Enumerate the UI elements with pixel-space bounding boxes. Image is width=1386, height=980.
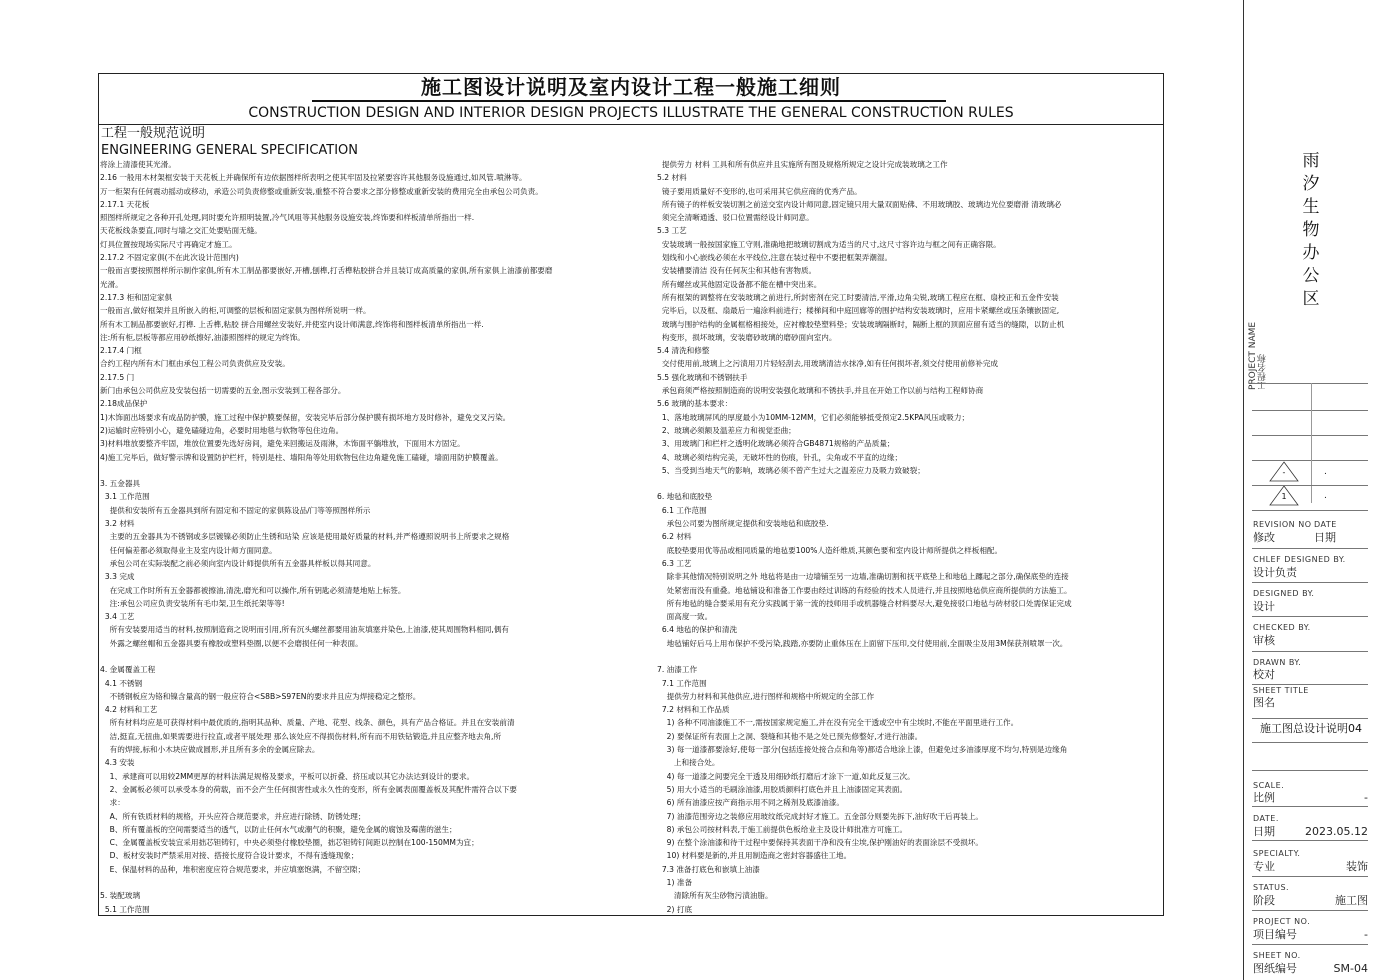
text-line: 新门由承包公司供应及安装包括一切需要的五金,图示安装到工程各部分。 bbox=[100, 386, 346, 396]
left-text-column bbox=[100, 158, 648, 916]
status-label: STATUS. bbox=[1253, 883, 1290, 892]
text-line: 须完全清晰通透、驳口位置需经设计师同意。 bbox=[657, 213, 814, 223]
sheet-no-label: SHEET NO. bbox=[1253, 951, 1301, 960]
text-line: 5.5 强化玻璃和不锈钢扶手 bbox=[657, 372, 748, 382]
text-line: 提供和安装所有五金器具到所有固定和不固定的家俱陈设品/门等等照图样所示 bbox=[100, 505, 371, 515]
sheet-title-label-cn: 图名 bbox=[1253, 696, 1275, 709]
text-line: 处紧密而没有重叠。地毡铺设和准备工作要由经过训练的有经验的技术人员进行,并且按照地毡供应商所提供的方法施工。 bbox=[657, 585, 1072, 595]
text-line: B、所有覆盖板的空间需要适当的透气，以防止任何水气或潮气的积聚，避免金属的腐蚀及霉菌的滋生； bbox=[100, 824, 457, 834]
text-line: 清除所有灰尘砂物污渍油脂。 bbox=[657, 891, 773, 901]
text-line: 洁,挺直,无扭曲,如果需要进行拉直,或者平展处理 那么该处应不得损伤材料,所有而不用铁钻锻造,并且应整齐地去角,所 bbox=[100, 731, 502, 741]
text-line: 底胶垫要用优等品或相同质量的地毡要100%人造纤维质,其颜色要和室内设计师所提供之样板相配。 bbox=[657, 545, 1003, 555]
text-line: 一般而言要按照图样所示制作家俱,所有木工制品都要嵌好,开槽,刨榫,打舌榫粘胶拼合并且装订成高质量的家俱,所有家俱上油漆前都要磨 bbox=[100, 266, 553, 276]
text-line: 合约工程内所有木门框由承包工程公司负责供应及安装。 bbox=[100, 359, 290, 369]
text-line: 承包商须严格按照制造商的说明安装强化玻璃和不锈扶手,并且在开始工作以前与结构工程师协商 bbox=[657, 386, 984, 396]
text-line: 2) 要保证所有表面上之洞、裂缝和其他不是之处已预先修整好,才进行油漆。 bbox=[657, 731, 923, 741]
title-block-rule bbox=[1252, 684, 1368, 685]
text-line: 所有材料均应是可获得材料中最优质的,指明其品种、质量、产地、花型、线条、颜色，具有产品合格证。并且在安装前清 bbox=[100, 718, 515, 728]
text-line: 所有安装要用适当的材料,按照制造商之说明而引用,所有沉头螺丝都要用油灰填塞并染色,上油漆,使其周围物料相同,偶有 bbox=[100, 625, 509, 635]
text-line: 安装槽要清洁 没有任何灰尘和其他有害物质。 bbox=[657, 266, 817, 276]
project-name-label bbox=[1248, 320, 1266, 390]
text-line: 2.17.4 门框 bbox=[100, 346, 142, 356]
text-line: 1) 各种不同油漆施工不一,需按国家规定施工,并在没有完全干透或空中有尘埃时,不能在平面里进行工作。 bbox=[657, 718, 1019, 728]
text-line: 1、落地玻璃屏风的厚度最小为10MM-12MM，它们必须能够抵受预定2.5KPA风压或吸力； bbox=[657, 412, 970, 422]
specialty-label: SPECIALTY. bbox=[1253, 849, 1301, 858]
revision-no-label-cn: 修改 bbox=[1253, 531, 1275, 544]
text-line: 求： bbox=[100, 798, 125, 808]
text-line: 2.17.2 不固定家俱(不在此次设计范围内) bbox=[100, 253, 239, 263]
title-block-rule bbox=[1252, 616, 1368, 617]
text-line: 5、当受到当地天气的影响，玻璃必须不曾产生过大之温差应力及吸力致破裂； bbox=[657, 465, 925, 475]
text-line: 除非其他情况特别说明之外 地毡将是由一边墙铺至另一边墙,准确切割和抚平底垫上和地毡上躔起之部分,确保底垫的连接 bbox=[657, 572, 1069, 582]
text-line: 所有框架的调整将在安装玻璃之前进行,所封密剂在完工时要清洁,平滑,边角尖锐,玻璃工程应在框、扇校正和五金件安装 bbox=[657, 292, 1059, 302]
text-line: 将涂上清漆使其光滑。 bbox=[100, 160, 176, 169]
section-heading-en: ENGINEERING GENERAL SPECIFICATION bbox=[101, 143, 359, 158]
issue-date-label: DATE. bbox=[1253, 814, 1279, 823]
text-line: 3.2 材料 bbox=[100, 519, 135, 529]
text-line: 6.4 地毡的保护和清洗 bbox=[657, 625, 738, 635]
title-block-rule bbox=[1252, 910, 1368, 911]
scale-label-cn: 比例 bbox=[1253, 791, 1275, 804]
text-line: 5.3 工艺 bbox=[657, 226, 687, 236]
text-line: 承包公司要为图所规定提供和安装地毡和底胶垫. bbox=[657, 519, 829, 529]
text-line: 4.2 材料和工艺 bbox=[100, 705, 158, 715]
text-line: 7.3 准备打底色和嵌填上油漆 bbox=[657, 864, 760, 874]
text-line bbox=[100, 876, 648, 889]
title-block-rule bbox=[1252, 840, 1368, 841]
text-line: 2.16 一般用木材架框安装于天花板上并确保所有边依据图样所表明之使其牢固及拉紧要容许其他服务设施通过,如风管.喷淋等。 bbox=[100, 173, 527, 183]
text-line bbox=[657, 650, 1157, 663]
text-line: 3) 每一道漆都要涂好,使每一部分(包括连接处接合点和角等)都适合地涂上漆，但避免过多油漆厚度不均匀,特别是边缘角 bbox=[657, 745, 1068, 755]
revision-no-label: REVISION NO bbox=[1253, 520, 1312, 529]
text-line: 5.6 玻璃的基本要求： bbox=[657, 399, 733, 409]
specialty-value: 装饰 bbox=[1346, 860, 1368, 873]
text-line: 注:承包公司应负责安装所有毛巾架,卫生纸托架等等! bbox=[100, 598, 285, 608]
text-line bbox=[100, 464, 648, 477]
designer-label: DESIGNED BY. bbox=[1253, 589, 1315, 598]
text-line: C、金属覆盖板安装宜采用拙芯钽铸钉，中央必须垫付橡胶垫圈，拙芯钽铸钉间距以控制在100-150MM为宜； bbox=[100, 838, 479, 848]
text-line: 6.2 材料 bbox=[657, 532, 692, 542]
text-line: 5.4 清洗和修整 bbox=[657, 346, 710, 356]
text-line: 地毡铺好后马上用布保护不受污染,践踏,亦要防止重体压在上面留下压印,交付使用前,全面吸尘及用3M保获剂喷罩一次。 bbox=[657, 638, 1068, 648]
text-line: 划线和小心嵌线必须在水平线位,注意在装过程中不要把框架弄潮湿。 bbox=[657, 253, 893, 263]
text-line: 9) 在整个涂油漆和待干过程中要保持其表面干净和没有尘埃,保护刚油好的表面涂层不受损坏。 bbox=[657, 838, 984, 848]
text-line: 7.1 工作范围 bbox=[657, 678, 707, 688]
text-line: 4.1 不锈钢 bbox=[100, 678, 143, 688]
text-line: 2、玻璃必须额及温差应力和视觉歪曲； bbox=[657, 425, 796, 435]
text-line: D、板材安装时严禁采用对接、搭接长度符合设计要求，不得有透缝现象； bbox=[100, 851, 359, 861]
text-line: 5.1 工作范围 bbox=[100, 904, 150, 914]
revision-number: - bbox=[1282, 468, 1286, 477]
drawn-by-label: DRAWN BY. bbox=[1253, 658, 1302, 667]
project-name: 雨汐生物办公区 bbox=[1302, 151, 1320, 309]
date-label: DATE bbox=[1314, 520, 1337, 529]
text-line: 6.3 工艺 bbox=[657, 558, 692, 568]
text-line: 万一柜架有任何震动摇动或移动，承造公司负责修整或重新安装,重整不符合要求之部分修整或重新安装的费用完全由承包公司负责。 bbox=[100, 186, 543, 196]
text-line: 不锈钢板应为铬和镍含量高的钢一般应符合<S8B>S97EN的要求并且应为焊接稳定之整形。 bbox=[100, 691, 421, 701]
text-line: 6.1 工作范围 bbox=[657, 505, 707, 515]
text-line: 所有木工制品都要嵌好,打榫. 上舌榫,粘胶 拼合用螺丝安装好,并使室内设计师满意,终饰将和图样板清单所指出一样. bbox=[100, 319, 484, 329]
title-block-rule bbox=[1252, 718, 1368, 719]
document-title-cn: 施工图设计说明及室内设计工程一般施工细则 bbox=[421, 75, 841, 99]
text-line: 1)木饰面出场要求有成品防护膜，施工过程中保护膜要保留，安装完毕后部分保护膜有损坏地方及时修补，避免交叉污染。 bbox=[100, 412, 511, 422]
text-line: 提供劳力 材料 工具和所有供应并且实施所有图及规格所规定之设计完成装玻璃之工作 bbox=[657, 160, 948, 169]
revision-number: 1 bbox=[1281, 492, 1287, 501]
text-line: 安装玻璃一般按国家施工守则,准确地把玻璃切割成为适当的尺寸,这尺寸容许边与框之间有正确容限。 bbox=[657, 239, 1001, 249]
text-line bbox=[657, 477, 1157, 490]
title-block-rule bbox=[1252, 742, 1368, 743]
drawn-by-label-cn: 校对 bbox=[1253, 668, 1275, 681]
text-line: 交付使用前,玻璃上之污渍用刀片轻轻刮去,用玻璃清洁水抹净,如有任何损坏者,须交付使用前修补完成 bbox=[657, 359, 999, 369]
text-line: 天花板线条要直,同时与墙之交汇处要贴面无缝。 bbox=[100, 226, 262, 236]
checker-label: CHECKED BY. bbox=[1253, 623, 1311, 632]
text-line: 2.17.5 门 bbox=[100, 372, 135, 382]
text-line: 照图样所规定之各种开孔处理,同时要允许照明装置,冷气风咀等其他服务设施安装,终饰要和样板清单所指出一样. bbox=[100, 213, 475, 223]
text-line: 2) 打底 bbox=[657, 904, 693, 914]
text-line: 7. 油漆工作 bbox=[657, 665, 698, 675]
status-label-cn: 阶段 bbox=[1253, 894, 1275, 907]
text-line: 4)施工完毕后，做好警示牌和设置防护栏杆，特别是柱、墙阳角等处用软物包住边角避免施工磕碰，墙面用防护膜覆盖。 bbox=[100, 452, 503, 462]
sheet-title-label: SHEET TITLE bbox=[1253, 686, 1309, 695]
text-line: 2.17.1 天花板 bbox=[100, 199, 150, 209]
title-divider bbox=[98, 124, 1164, 125]
title-block-rule bbox=[1252, 651, 1368, 652]
text-line: 提供劳力材料和其他供应,进行图样和规格中所规定的全部工作 bbox=[657, 691, 875, 701]
specialty-label-cn: 专业 bbox=[1253, 860, 1275, 873]
text-line: 1、承建商可以用较2MM更厚的材料法满足规格及要求，平板可以折叠、挤压或以其它办法达到设计的要求。 bbox=[100, 771, 475, 781]
text-line: 任何偏差都必须取得业主及室内设计师方面同意。 bbox=[100, 545, 277, 555]
text-line: 10) 材料要是新的,并且用制造商之密封容器盛往工地。 bbox=[657, 851, 852, 861]
text-line: 3)材料堆放要整齐牢固，堆放位置要先选好房间，避免来回搬运及雨淋，木饰面平躺堆放，下面用木方固定。 bbox=[100, 439, 465, 449]
text-line: 上和接合处。 bbox=[657, 758, 720, 768]
text-line: 4. 金属覆盖工程 bbox=[100, 665, 156, 675]
designer-label-cn: 设计 bbox=[1253, 600, 1275, 613]
text-line: 灯具位置按现场实际尺寸再确定才施工。 bbox=[100, 239, 237, 249]
revision-date: . bbox=[1324, 467, 1327, 477]
text-line: 4) 每一道漆之间要完全干透及用细砂纸打磨后才涂下一道,如此反复三次。 bbox=[657, 771, 915, 781]
text-line: 2.18成品保护 bbox=[100, 399, 148, 409]
text-line: 玻璃与围护结构的金属框格相接处，应衬橡胶垫塑料垫；安装玻璃隔断时，隔断上框的顶面应留有适当的缝隙，以防止机 bbox=[657, 319, 1065, 329]
text-line: 主要的五金器具为不锈钢或多层镀镍必须防止生锈和玷染 应该是使用最好质量的材料,并严格遵照说明书上所要求之规格 bbox=[100, 532, 510, 542]
text-line: 3.1 工作范围 bbox=[100, 492, 150, 502]
text-line: 镜子要用质量好不变形的,也可采用其它供应商的优秀产品。 bbox=[657, 186, 862, 196]
text-line: 7) 油漆范围旁边之装修应用玻纹纸完成封好才施工。五金部分则要先拆下,油好吹干后再装上。 bbox=[657, 811, 984, 821]
text-line: 2.17.3 柜和固定家俱 bbox=[100, 292, 173, 302]
title-underline bbox=[312, 100, 946, 102]
text-line: 2)运输时应特别小心，避免磕碰边角，必要时用地毯与软物等包住边角。 bbox=[100, 425, 344, 435]
title-block-rule bbox=[1252, 806, 1368, 807]
issue-date-value: 2023.05.12 bbox=[1305, 825, 1368, 838]
checker-label-cn: 审核 bbox=[1253, 634, 1275, 647]
status-value: 施工图 bbox=[1335, 894, 1368, 907]
text-line: A、所有铁质材料的规格，开头应符合规范要求，并应进行除锈、防锈处理； bbox=[100, 811, 366, 821]
text-line: E、保温材料的品种，堆积密度应符合规范要求，并应填塞饱满，不留空隙； bbox=[100, 864, 366, 874]
text-line: 所有镜子的样板安装切割之前送交室内设计师同意,固定镜只用大量双面贴佛、不用玻璃胶、玻璃边光位要磨滑 清玻璃必 bbox=[657, 199, 1062, 209]
text-line bbox=[100, 650, 648, 663]
project-no-label-cn: 项目编号 bbox=[1253, 928, 1297, 941]
text-line: 4、玻璃必须结构完美，无破坏性的伤痕，针孔，尖角或不平直的边缘； bbox=[657, 452, 903, 462]
text-line: 5) 用大小适当的毛刷涂油漆,用胶质颜料打底色并且上油漆固定其表面。 bbox=[657, 784, 908, 794]
text-line: 3.4 工艺 bbox=[100, 612, 135, 622]
text-line: 8) 承包公司按材料表,于施工前提供色板给业主及设计师批准方可施工。 bbox=[657, 824, 908, 834]
scale-value: - bbox=[1364, 791, 1368, 804]
text-line: 1) 准备 bbox=[657, 878, 693, 888]
scale-label: SCALE. bbox=[1253, 781, 1285, 790]
text-line: 5.2 材料 bbox=[657, 173, 687, 183]
text-line: 3. 五金器具 bbox=[100, 479, 141, 489]
text-line: 在完成工作时所有五金器都被擦油,清洗,磨光和可以操作,所有钥匙必须清楚地贴上标签。 bbox=[100, 585, 406, 595]
text-line: 有的焊接,标和小木块应做成圆形,并且所有多余的金属应除去。 bbox=[100, 745, 320, 755]
title-block-rule bbox=[1252, 435, 1368, 436]
title-block-rule bbox=[1252, 944, 1368, 945]
text-line: 5. 装配玻璃 bbox=[100, 891, 141, 901]
text-line: 注:所有柜,层板等都应用砂纸擦好,油漆照图样的规定为终饰。 bbox=[100, 332, 305, 342]
title-block-rule bbox=[1252, 876, 1368, 877]
text-line: 完毕后，以及框、扇最后一遍涂料前进行；楼梯间和中庭回廊等的围护结构安装玻璃时，应用卡紧螺丝或压条镶嵌固定, bbox=[657, 306, 1060, 316]
project-no-value: - bbox=[1364, 928, 1368, 941]
title-block-rule bbox=[1252, 510, 1368, 511]
text-line: 构变形，损坏玻璃，安装磨砂玻璃的磨砂面向室内。 bbox=[657, 332, 837, 342]
title-block-rule bbox=[1252, 485, 1368, 486]
text-line: 7.2 材料和工作品质 bbox=[657, 705, 730, 715]
text-line: 光滑。 bbox=[100, 279, 123, 289]
title-block-rule bbox=[1252, 582, 1368, 583]
chief-designer-label: CHLEF DESIGNED BY. bbox=[1253, 555, 1346, 564]
issue-date-label-cn: 日期 bbox=[1253, 825, 1275, 838]
document-title-en: CONSTRUCTION DESIGN AND INTERIOR DESIGN PROJECTS ILLUSTRATE THE GENERAL CONSTRUCTION RULES bbox=[248, 105, 1014, 121]
text-line: 6. 地毡和底胶垫 bbox=[657, 492, 713, 502]
chief-designer-label-cn: 设计负责 bbox=[1253, 566, 1297, 579]
text-line: 3.3 完成 bbox=[100, 572, 135, 582]
text-line: 面高度一致。 bbox=[657, 612, 713, 622]
text-line: 3、用玻璃门和栏杆之透明化玻璃必须符合GB4871规格的产品质量； bbox=[657, 439, 895, 449]
sheet-title-value: 施工图总设计说明04 bbox=[1260, 722, 1362, 735]
title-block-rule bbox=[1252, 383, 1368, 384]
text-line: 6) 所有油漆应按产商指示用不同之稀剂及底漆油漆。 bbox=[657, 798, 844, 808]
sheet-no-label-cn: 图纸编号 bbox=[1253, 962, 1297, 975]
date-label-cn: 日期 bbox=[1314, 531, 1336, 544]
project-no-label: PROJECT NO. bbox=[1253, 917, 1311, 926]
section-heading-cn: 工程一般规范说明 bbox=[101, 126, 206, 141]
title-block-rule bbox=[1252, 770, 1368, 771]
project-name-label-cn: 工程名称 bbox=[1258, 354, 1268, 390]
text-line: 一般而言,做好框架并且所嵌入的柜,可调整的层板和固定家俱为图样所说明一样。 bbox=[100, 306, 371, 316]
text-line: 所有地毡的缝合要采用有充分实践属于第一流的技师用手或机器缝合材料要尽大,避免接驳口地毡与砖材驳口处需保证完成 bbox=[657, 598, 1072, 608]
right-text-column bbox=[657, 158, 1157, 916]
revision-date: . bbox=[1324, 491, 1327, 501]
text-line: 承包公司在实际装配之前必须向室内设计师提供所有五金器具样板以得其同意。 bbox=[100, 558, 376, 568]
title-block-rule bbox=[1252, 548, 1368, 549]
text-line: 外露之螺丝帽和五金器具要有橡胶或塑料垫圈,以便不会磨损任何一种表面。 bbox=[100, 638, 363, 648]
text-line: 2、金属板必须可以承受本身的荷载，而不会产生任何损害性或永久性的变形，所有金属表面覆盖板及其配件需符合以下要 bbox=[100, 784, 517, 794]
project-name-label-en: PROJECT NAME bbox=[1248, 321, 1258, 390]
sheet-no-value: SM-04 bbox=[1333, 962, 1368, 975]
title-block-rule bbox=[1252, 410, 1368, 411]
text-line: 4.3 安装 bbox=[100, 758, 135, 768]
text-line: 所有螺丝或其他固定设备都不能在槽中突出来。 bbox=[657, 279, 822, 289]
